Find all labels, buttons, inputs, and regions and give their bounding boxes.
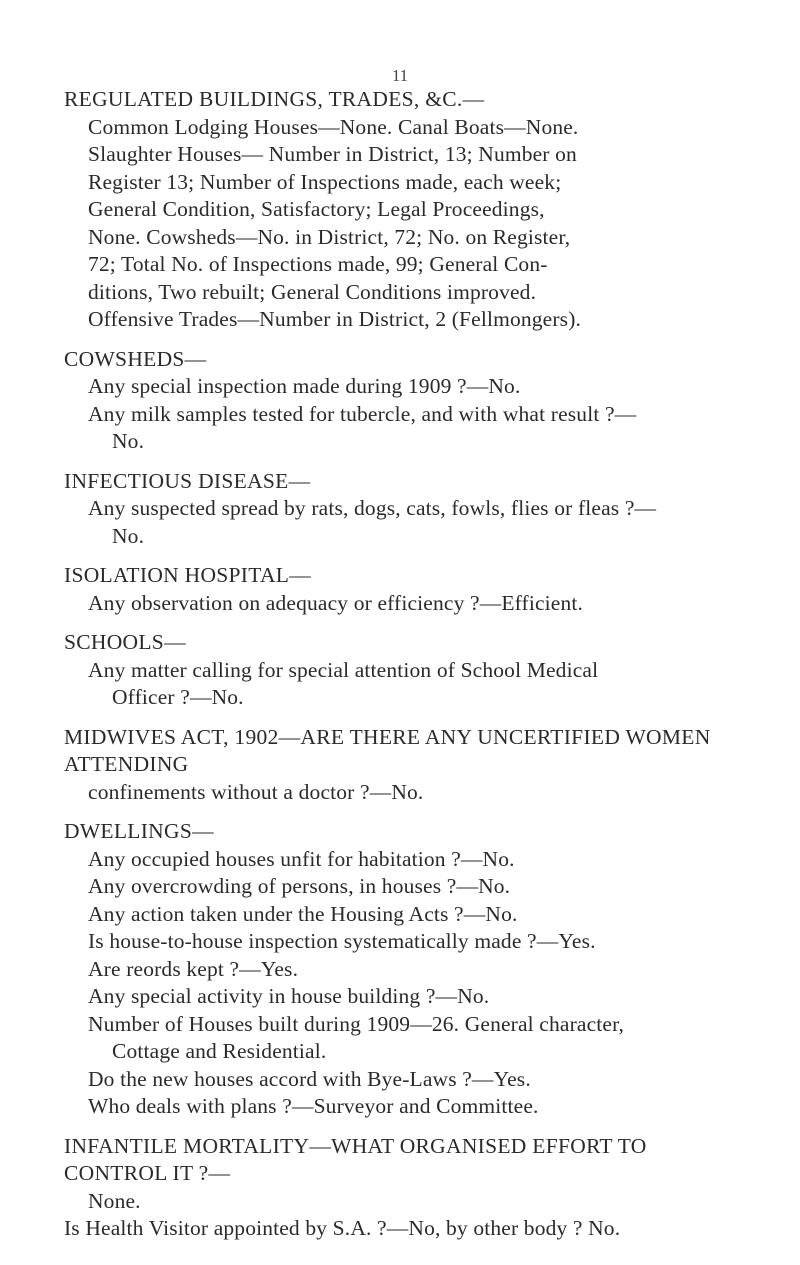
question-text: Who deals with plans ?—Surveyor and Committee. [88,1094,539,1118]
section-heading: INFECTIOUS DISEASE— [64,468,311,493]
section-heading: DWELLINGS— [64,819,214,843]
text-line: None. Cowsheds—No. in District, 72; No. on Register, [88,224,571,249]
question-item [64,1093,744,1121]
section-infectious-disease [64,468,744,551]
text-line: Common Lodging Houses—None. Canal Boats—None. [88,114,579,139]
question-item [64,590,744,618]
section-dwellings [64,818,744,1121]
section-isolation-hospital [64,562,744,617]
page-number: 11 [391,66,409,85]
question-text: Do the new houses accord with Bye-Laws ?—Yes. [88,1066,531,1091]
question-text: Any special inspection made during 1909 ?—No. [88,374,521,398]
text-line: 72; Total No. of Inspections made, 99; General Con- [88,252,548,276]
text-line: Slaughter Houses— Number in District, 13; Number on [88,142,577,166]
text-line: ditions, Two rebuilt; General Conditions improved. [88,279,537,304]
text-line: Offensive Trades—Number in District, 2 (Fellmongers). [88,307,582,331]
question-text: Are reords kept ?—Yes. [88,956,299,981]
question-text: Any action taken under the Housing Acts ?—No. [88,901,518,926]
section-heading: SCHOOLS— [64,630,186,654]
section-heading: REGULATED BUILDINGS, TRADES, &C.— [64,87,485,111]
question-item [64,928,744,956]
section-heading: INFANTILE MORTALITY—WHAT ORGANISED EFFORT TO CONTROL IT ?— [64,1133,647,1185]
answer-continuation: None. [88,1188,141,1213]
question-text: Any milk samples tested for tubercle, and with what result ?— [88,401,637,426]
answer-continuation: confinements without a doctor ?—No. [88,779,424,804]
answer-continuation: No. [112,523,145,548]
question-item [64,401,744,456]
question-item [64,846,744,874]
paragraph [64,114,744,334]
section-infantile-mortality [64,1133,744,1243]
question-text: Is Health Visitor appointed by S.A. ?—No, by other body ? No. [64,1216,621,1240]
section-cowsheds [64,346,744,456]
question-text: Is house-to-house inspection systematically made ?—Yes. [88,929,596,953]
section-heading: ISOLATION HOSPITAL— [64,563,312,587]
question-text: Any occupied houses unfit for habitation ?—No. [88,846,515,871]
answer-continuation: Cottage and Residential. [112,1039,327,1063]
question-item [64,901,744,929]
section-midwives-act [64,724,744,807]
text-line: Register 13; Number of Inspections made, each week; [88,169,562,194]
answer-continuation: Officer ?—No. [112,685,244,709]
question-item [64,1011,744,1066]
section-heading: MIDWIVES ACT, 1902—ARE THERE ANY UNCERTIFIED WOMEN ATTENDING [64,724,711,776]
question-item [64,373,744,401]
question-item [64,983,744,1011]
question-text: Any suspected spread by rats, dogs, cats, fowls, flies or fleas ?— [88,496,657,520]
document-body [64,86,744,1243]
text-line: General Condition, Satisfactory; Legal Proceedings, [88,197,545,221]
question-text: Any special activity in house building ?—No. [88,984,490,1008]
question-item [64,956,744,984]
question-item [64,873,744,901]
question-item [64,495,744,550]
question-text: Any observation on adequacy or efficiency ?—Efficient. [88,590,584,615]
section-schools [64,629,744,712]
question-item [64,657,744,712]
question-text: Any matter calling for special attention of School Medical [88,657,599,682]
section-regulated-buildings [64,86,744,334]
question-item [64,1215,744,1243]
question-text: Any overcrowding of persons, in houses ?—No. [88,874,511,898]
section-heading: COWSHEDS— [64,346,207,371]
answer-continuation: No. [112,429,145,453]
question-text: Number of Houses built during 1909—26. General character, [88,1011,625,1036]
question-item [64,1066,744,1094]
